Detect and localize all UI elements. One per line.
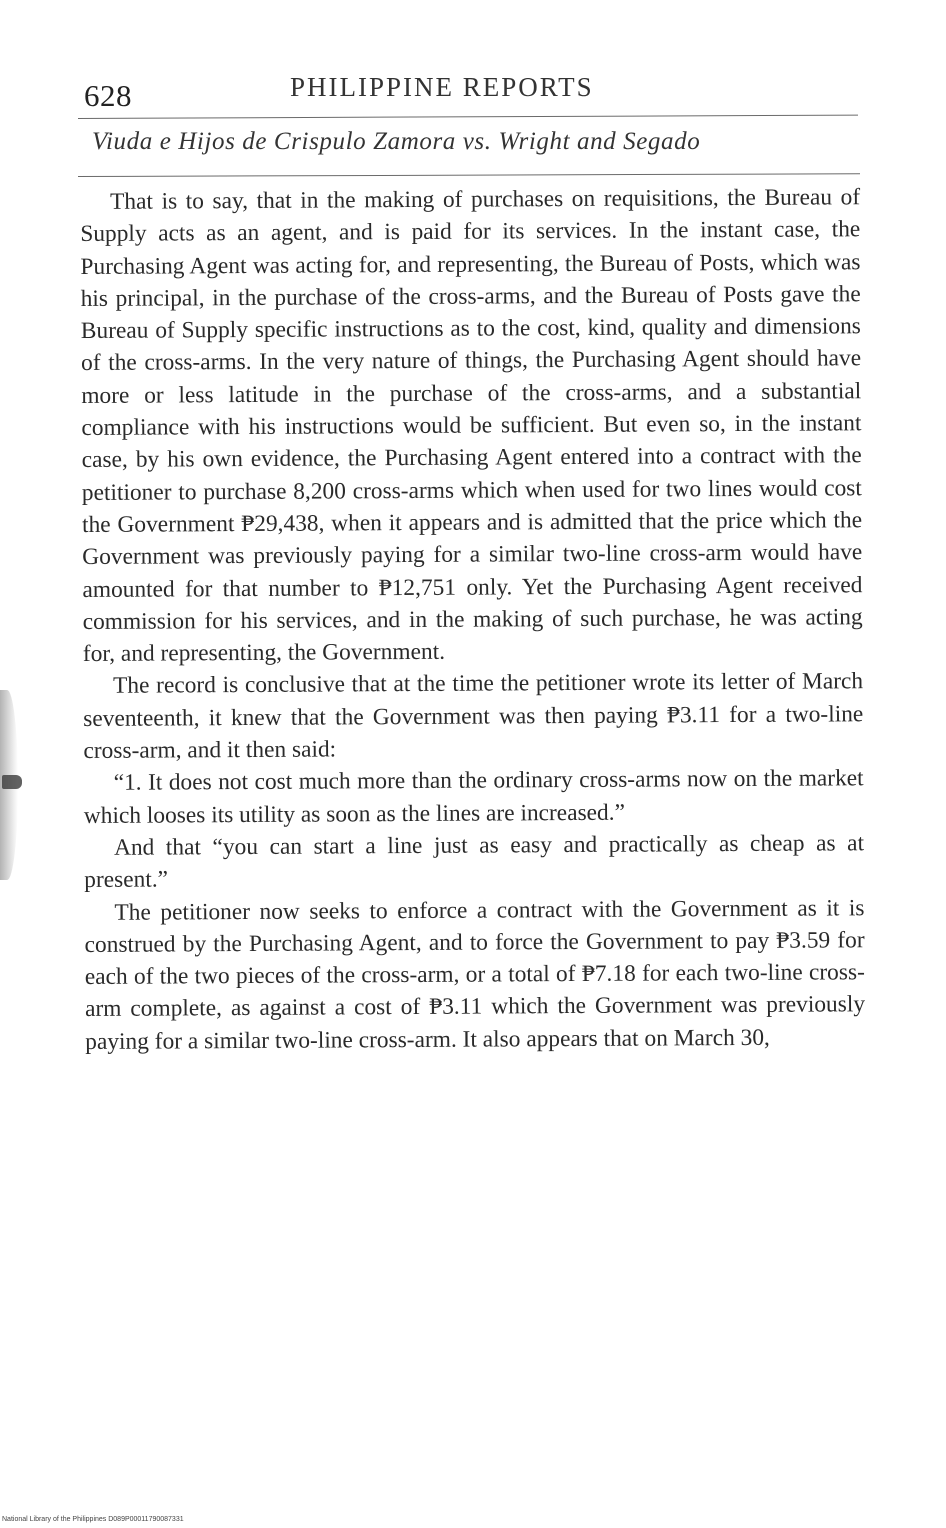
- binding-clip: [2, 775, 22, 789]
- header-rule-bottom: [78, 173, 860, 177]
- paragraph: The record is conclusive that at the time the petitioner wrote its letter of March seventeenth, it knew that the Government was then paying ₱3.11 for a two-line cross-arm, and it then said:: [83, 668, 864, 765]
- paragraph: The petitioner now seeks to enforce a contract with the Government as it is construed by the Purchasing Agent, and to force the Government to pay ₱3.59 for each of the two pieces of the cross-arm, or a total of ₱7.18 for each two-line cross-arm complete, as against a cost of ₱3.11 which the Government was previously paying for a similar two-line cross-arm. It also appears that on March 30,: [84, 894, 866, 1055]
- case-caption: Viuda e Hijos de Crispulo Zamora vs. Wright and Segado: [92, 128, 701, 155]
- header-rule-top: [78, 115, 858, 119]
- paragraph: That is to say, that in the making of purchases on requisitions, the Bureau of Supply acts as an agent, and is paid for its services. In the instant case, the Purchasing Agent was acting for, and representing, the Bureau of Posts, which was his principal, in the purchase of the cross-arms, and the Bureau of Posts gave the Bureau of Supply specific instructions as to the cost, kind, quality and dimensions of the cross-arms. In the very nature of things, the Purchasing Agent should have more or less latitude in the purchase of the cross-arms, and a substantial compliance with his instructions would be sufficient. But even so, in the instant case, by his own evidence, the Purchasing Agent entered into a contract with the petitioner to purchase 8,200 cross-arms which when used for two lines would cost the Government ₱29,438, when it appears and is admitted that the price which the Government was previously paying for a similar two-line cross-arm would have amounted for that number to ₱12,751 only. Yet the Purchasing Agent received commission for his services, and in the making of such purchase, he was acting for, and representing, the Government.: [80, 184, 863, 668]
- paragraph: And that “you can start a line just as easy and practically as cheap as at present.”: [84, 830, 865, 894]
- running-title: PHILIPPINE REPORTS: [290, 72, 594, 102]
- quoted-paragraph: “1. It does not cost much more than the ordinary cross-arms now on the market which looses its utility as soon as the lines are increased.”: [83, 765, 864, 829]
- body-text: [80, 181, 865, 1058]
- page-header: [78, 70, 868, 113]
- scan-credit: National Library of the Philippines D089P00011790087331: [2, 1516, 184, 1523]
- page-number: 628: [84, 78, 132, 113]
